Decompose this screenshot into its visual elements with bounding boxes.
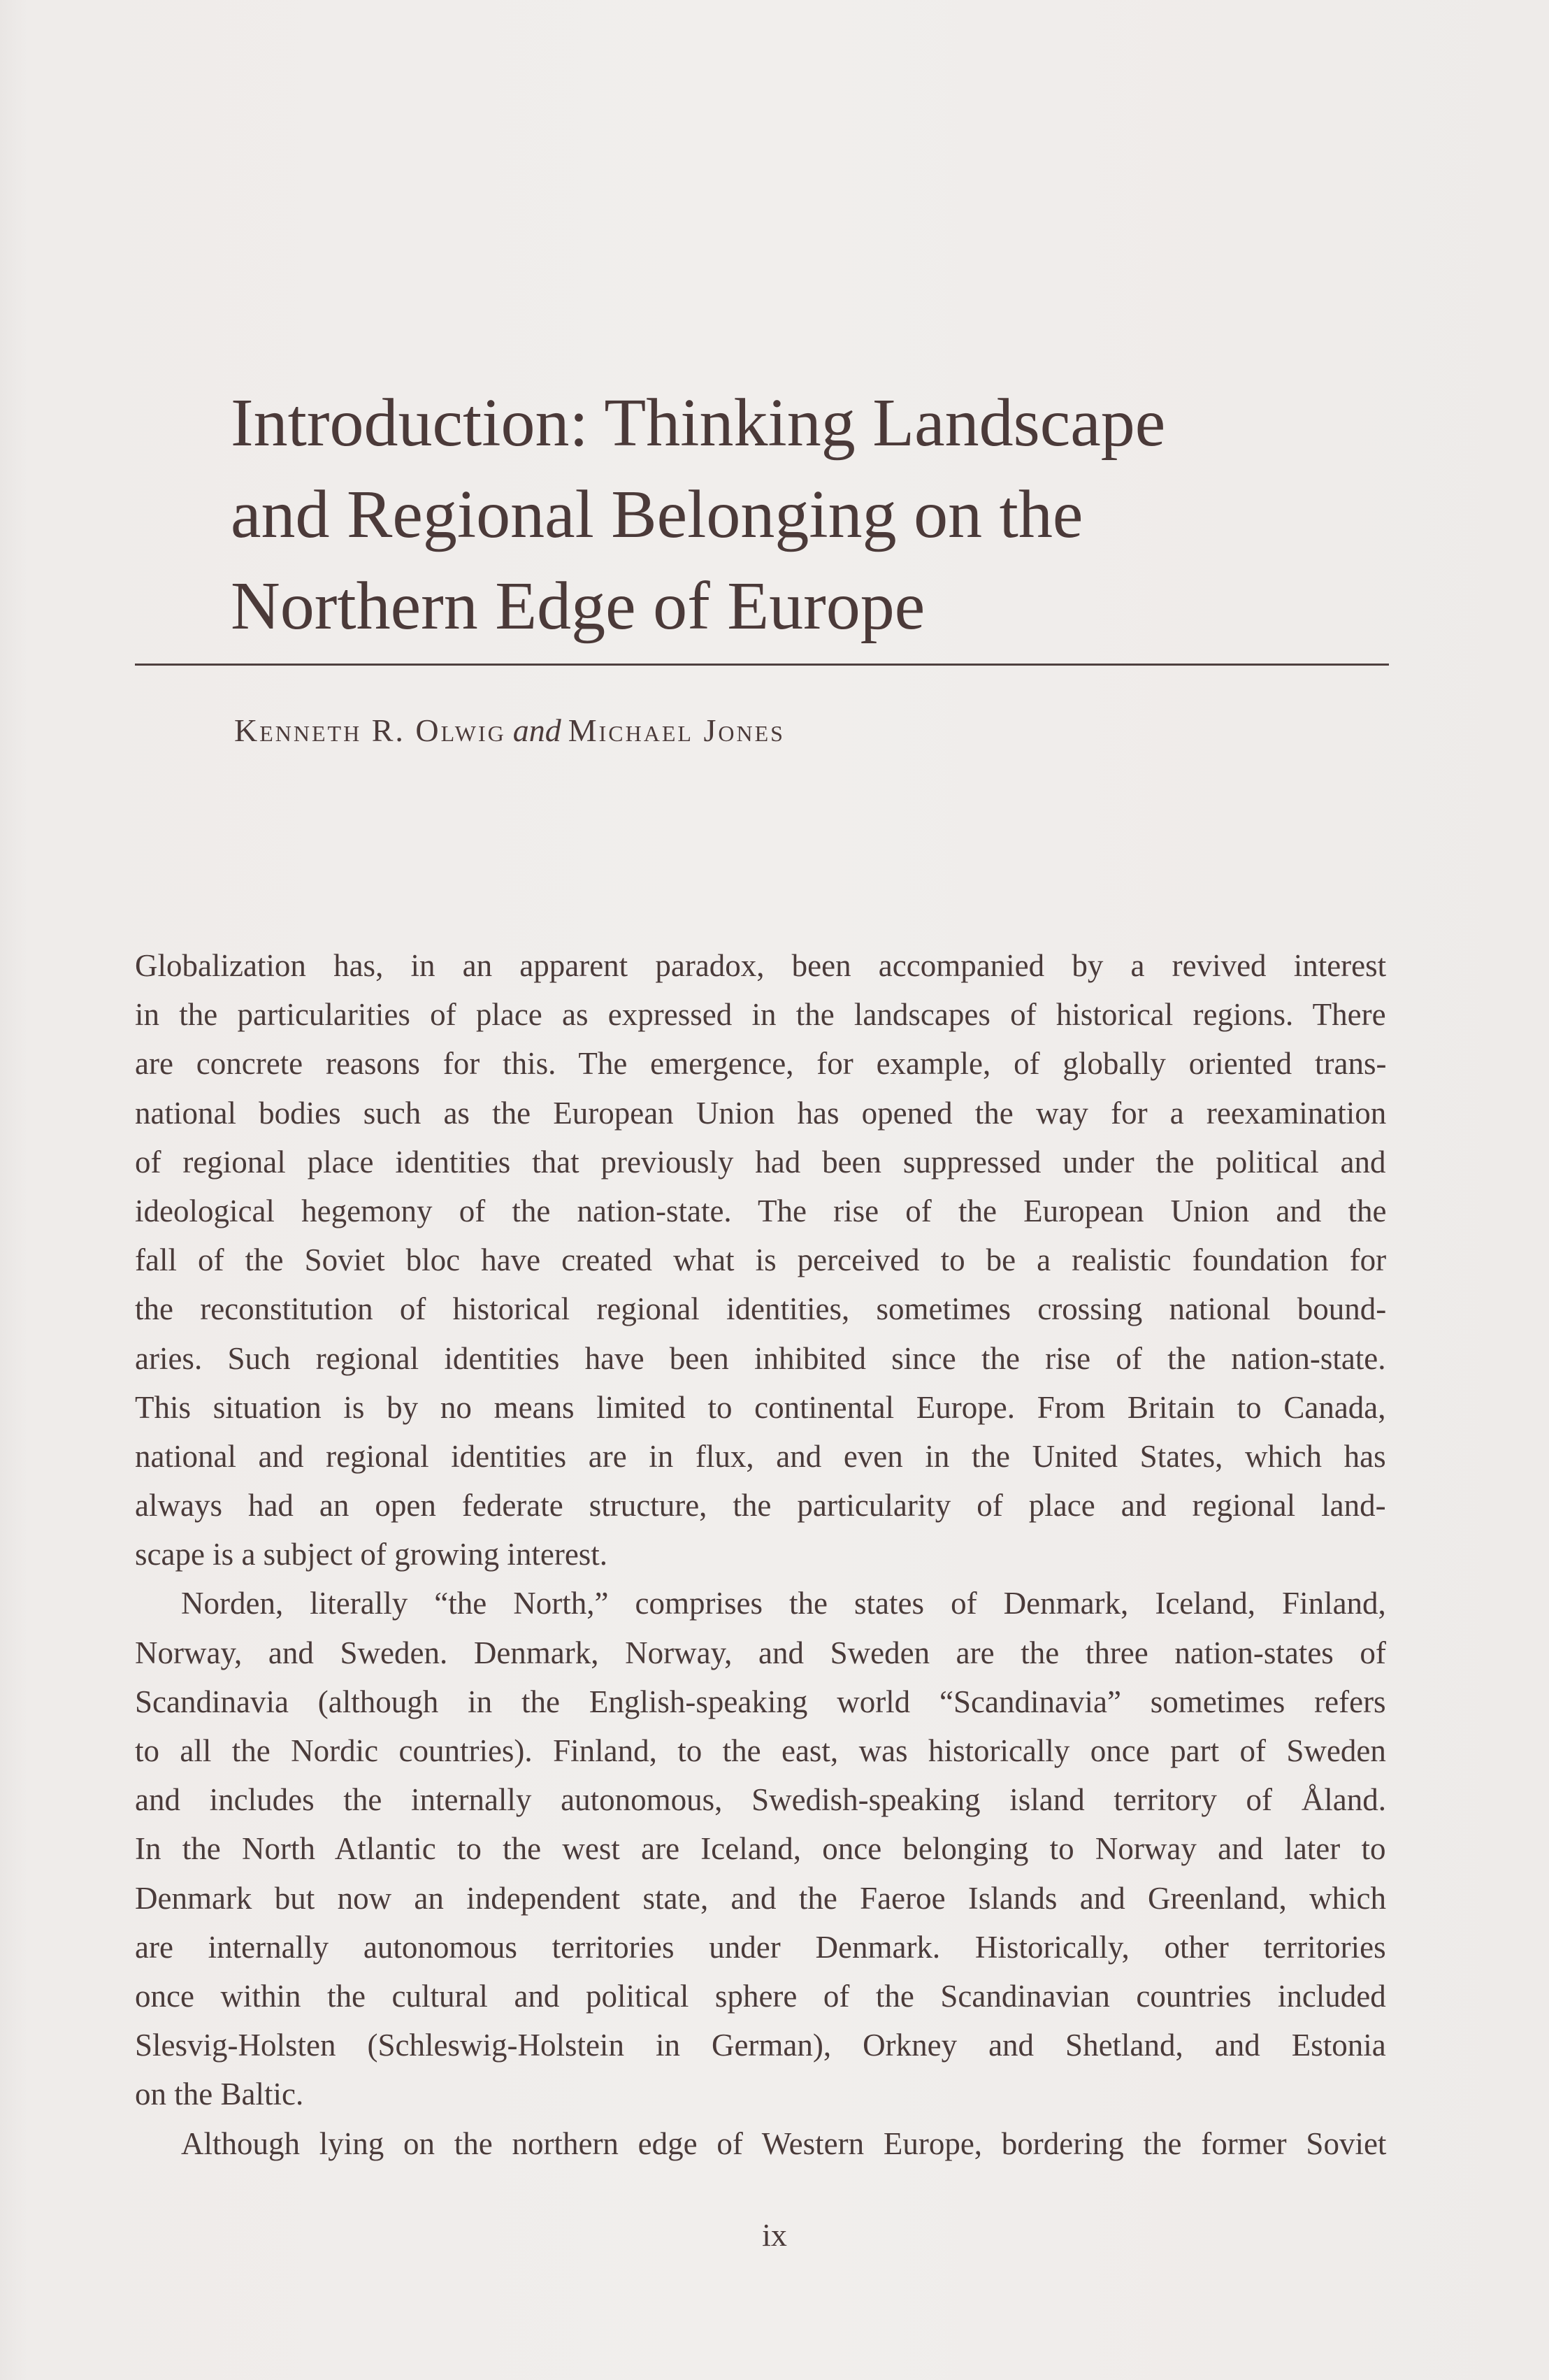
paragraph bbox=[135, 941, 1386, 1579]
chapter-authors bbox=[234, 710, 785, 752]
text-line: Norway, and Sweden. Denmark, Norway, and Sweden are the three nation-states of bbox=[135, 1635, 1386, 1670]
text-line: are internally autonomous territories under Denmark. Historically, other territories bbox=[135, 1929, 1386, 1965]
text-line: Norden, literally “the North,” comprises the states of Denmark, Iceland, Finland, bbox=[181, 1586, 1386, 1621]
text-line: In the North Atlantic to the west are Iceland, once belonging to Norway and later to bbox=[135, 1831, 1386, 1867]
text-line: Scandinavia (although in the English-speaking world “Scandinavia” sometimes refers bbox=[135, 1684, 1386, 1719]
chapter-title bbox=[231, 378, 1419, 652]
author-conjunction: and bbox=[512, 712, 561, 748]
text-line: the reconstitution of historical regional identities, sometimes crossing national bound- bbox=[135, 1291, 1387, 1327]
text-line: always had an open federate structure, the particularity of place and regional land- bbox=[135, 1488, 1386, 1524]
text-line: of regional place identities that previously had been suppressed under the political and bbox=[135, 1144, 1386, 1180]
text-line: national bodies such as the European Union has opened the way for a reexamination bbox=[135, 1095, 1387, 1131]
text-line: in the particularities of place as expressed in the landscapes of historical regions. There bbox=[135, 997, 1386, 1033]
text-line: Globalization has, in an apparent paradox, been accompanied by a revived interest bbox=[135, 948, 1387, 983]
chapter-title-line: Introduction: Thinking Landscape bbox=[231, 385, 1166, 461]
text-line: and includes the internally autonomous, Swedish-speaking island territory of Åland. bbox=[135, 1782, 1386, 1818]
text-line: on the Baltic. bbox=[135, 2077, 304, 2112]
title-divider-rule bbox=[135, 664, 1389, 666]
text-line: scape is a subject of growing interest. bbox=[135, 1537, 608, 1572]
author-name: Michael Jones bbox=[568, 712, 785, 748]
text-line: Slesvig-Holsten (Schleswig-Holstein in German), Orkney and Shetland, and Estonia bbox=[135, 2028, 1386, 2063]
text-line: Denmark but now an independent state, and the Faeroe Islands and Greenland, which bbox=[135, 1880, 1387, 1916]
chapter-title-line: and Regional Belonging on the bbox=[231, 477, 1083, 552]
text-line: aries. Such regional identities have been inhibited since the rise of the nation-state. bbox=[135, 1340, 1386, 1376]
chapter-title-line: Northern Edge of Europe bbox=[231, 568, 925, 644]
text-line: are concrete reasons for this. The emergence, for example, of globally oriented trans- bbox=[135, 1046, 1387, 1082]
paragraph bbox=[135, 1579, 1386, 2119]
text-line: fall of the Soviet bloc have created what is perceived to be a realistic foundation for bbox=[135, 1242, 1387, 1278]
body-text bbox=[135, 941, 1386, 2168]
text-line: Although lying on the northern edge of Western Europe, bordering the former Soviet bbox=[181, 2125, 1387, 2161]
author-name: Kenneth R. Olwig bbox=[234, 712, 506, 748]
text-line: once within the cultural and political sphere of the Scandinavian countries included bbox=[135, 1978, 1386, 2014]
text-line: to all the Nordic countries). Finland, to the east, was historically once part of Sweden bbox=[135, 1733, 1386, 1768]
paragraph bbox=[135, 2119, 1386, 2168]
text-line: ideological hegemony of the nation-state. The rise of the European Union and the bbox=[135, 1193, 1387, 1228]
text-line: This situation is by no means limited to continental Europe. From Britain to Canada, bbox=[135, 1389, 1386, 1425]
page-number: ix bbox=[762, 2217, 787, 2253]
text-line: national and regional identities are in flux, and even in the United States, which has bbox=[135, 1438, 1386, 1474]
